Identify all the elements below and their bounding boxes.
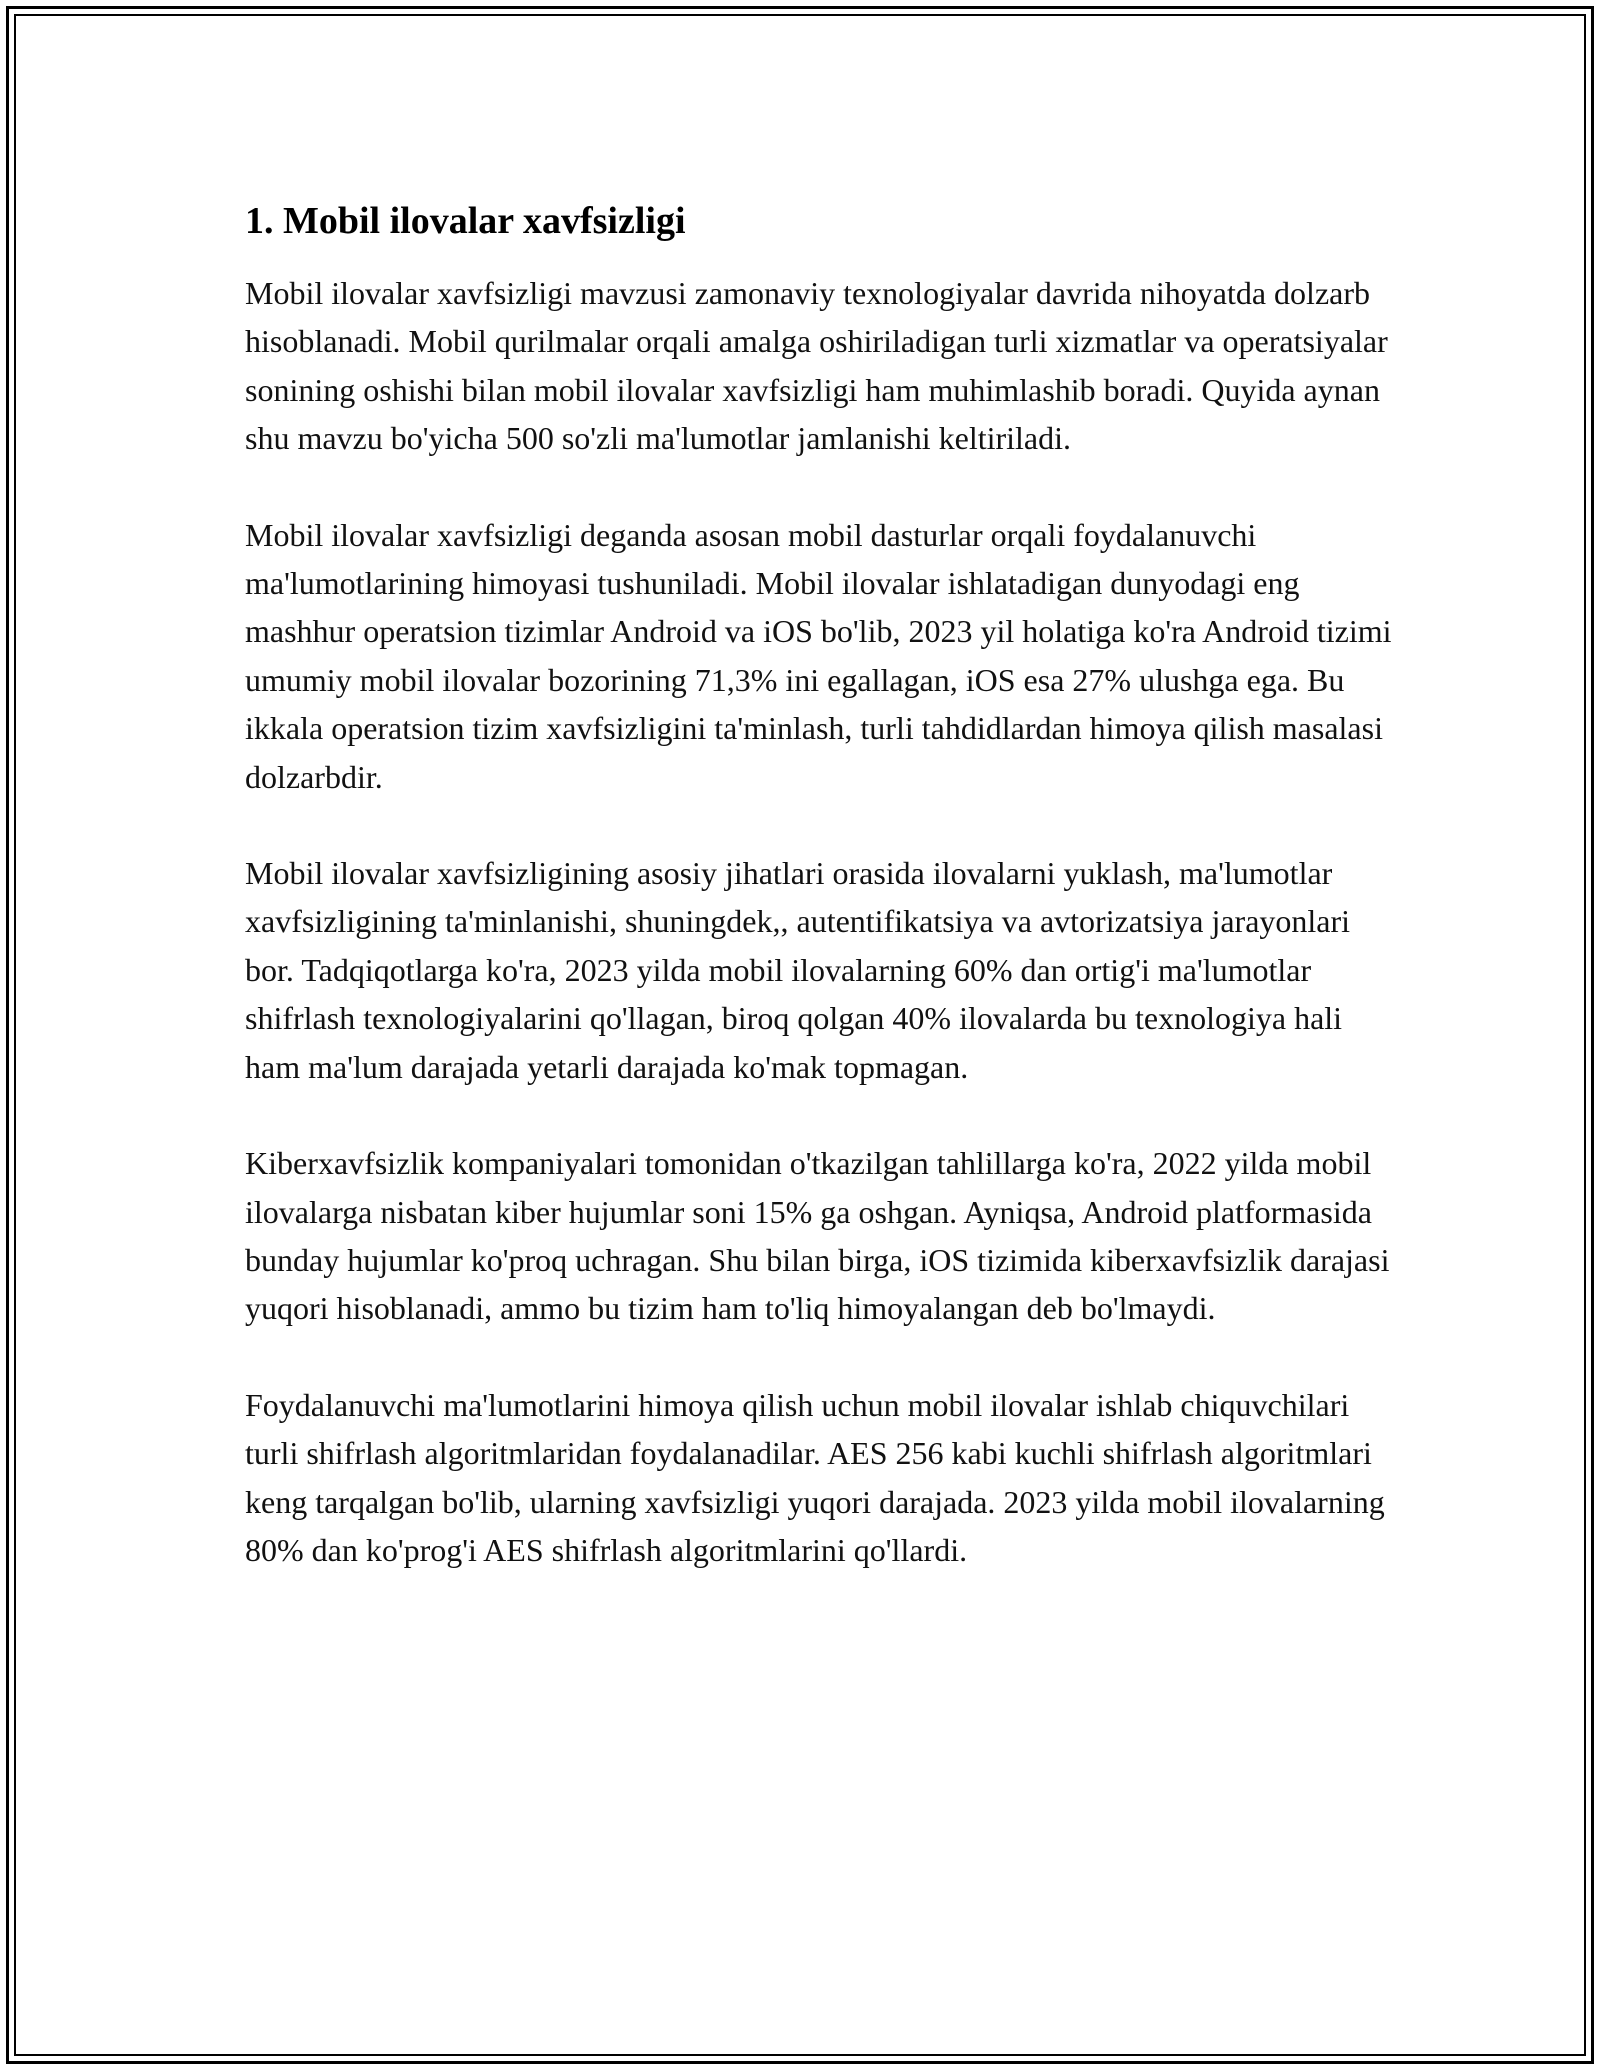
paragraph-encryption: Foydalanuvchi ma'lumotlarini himoya qilish uchun mobil ilovalar ishlab chiquvchilari turli shifrlash algoritmlaridan foydalanadilar. AES 256 kabi kuchli shifrlash algoritmlari keng tarqalgan bo'lib, ularning xavfsizligi yuqori darajada. 2023 yilda mobil ilovalarning 80% dan ko'prog'i AES shifrlash algoritmlarini qo'llardi.: [245, 1386, 1385, 1568]
paragraph-intro: Mobil ilovalar xavfsizligi mavzusi zamonaviy texnologiyalar davrida nihoyatda dolzarb hisoblanadi. Mobil qurilmalar orqali amalga oshiriladigan turli xizmatlar va operatsiyalar sonining oshishi bilan mobil ilovalar xavfsizligi ham muhimlashib boradi. Quyida aynan shu mavzu bo'yicha 500 so'zli ma'lumotlar jamlanishi keltiriladi.: [245, 275, 1388, 457]
document-title: 1. Mobil ilovalar xavfsizligi: [245, 200, 686, 242]
paragraph-cyber-attacks: Kiberxavfsizlik kompaniyalari tomonidan o'tkazilgan tahlillarga ko'ra, 2022 yilda mobil ilovalarga nisbatan kiber hujumlar soni 15% ga oshgan. Ayniqsa, Android platformasida bunday hujumlar ko'proq uchragan. Shu bilan birga, iOS tizimida kiberxavfsizlik darajasi yuqori hisoblanadi, ammo bu tizim ham to'liq himoyalangan deb bo'lmaydi.: [245, 1145, 1390, 1327]
document-body: [245, 195, 1395, 1622]
paragraph-security-aspects: Mobil ilovalar xavfsizligining asosiy jihatlari orasida ilovalarni yuklash, ma'lumotlar xavfsizligining ta'minlanishi, shuningdek,, autentifikatsiya va avtorizatsiya jarayonlari bor. Tadqiqotlarga ko'ra, 2023 yilda mobil ilovalarning 60% dan ortig'i ma'lumotlar shifrlash texnologiyalarini qo'llagan, biroq qolgan 40% ilovalarda bu texnologiya hali ham ma'lum darajada yetarli darajada ko'mak topmagan.: [245, 855, 1351, 1085]
paragraph-os-market-share: Mobil ilovalar xavfsizligi deganda asosan mobil dasturlar orqali foydalanuvchi ma'lumotlarining himoyasi tushuniladi. Mobil ilovalar ishlatadigan dunyodagi eng mashhur operatsion tizimlar Android va iOS bo'lib, 2023 yil holatiga ko'ra Android tizimi umumiy mobil ilovalar bozorining 71,3% ini egallagan, iOS esa 27% ulushga ega. Bu ikkala operatsion tizim xavfsizligini ta'minlash, turli tahdidlardan himoya qilish masalasi dolzarbdir.: [245, 516, 1392, 795]
page-border: [6, 6, 1594, 2064]
